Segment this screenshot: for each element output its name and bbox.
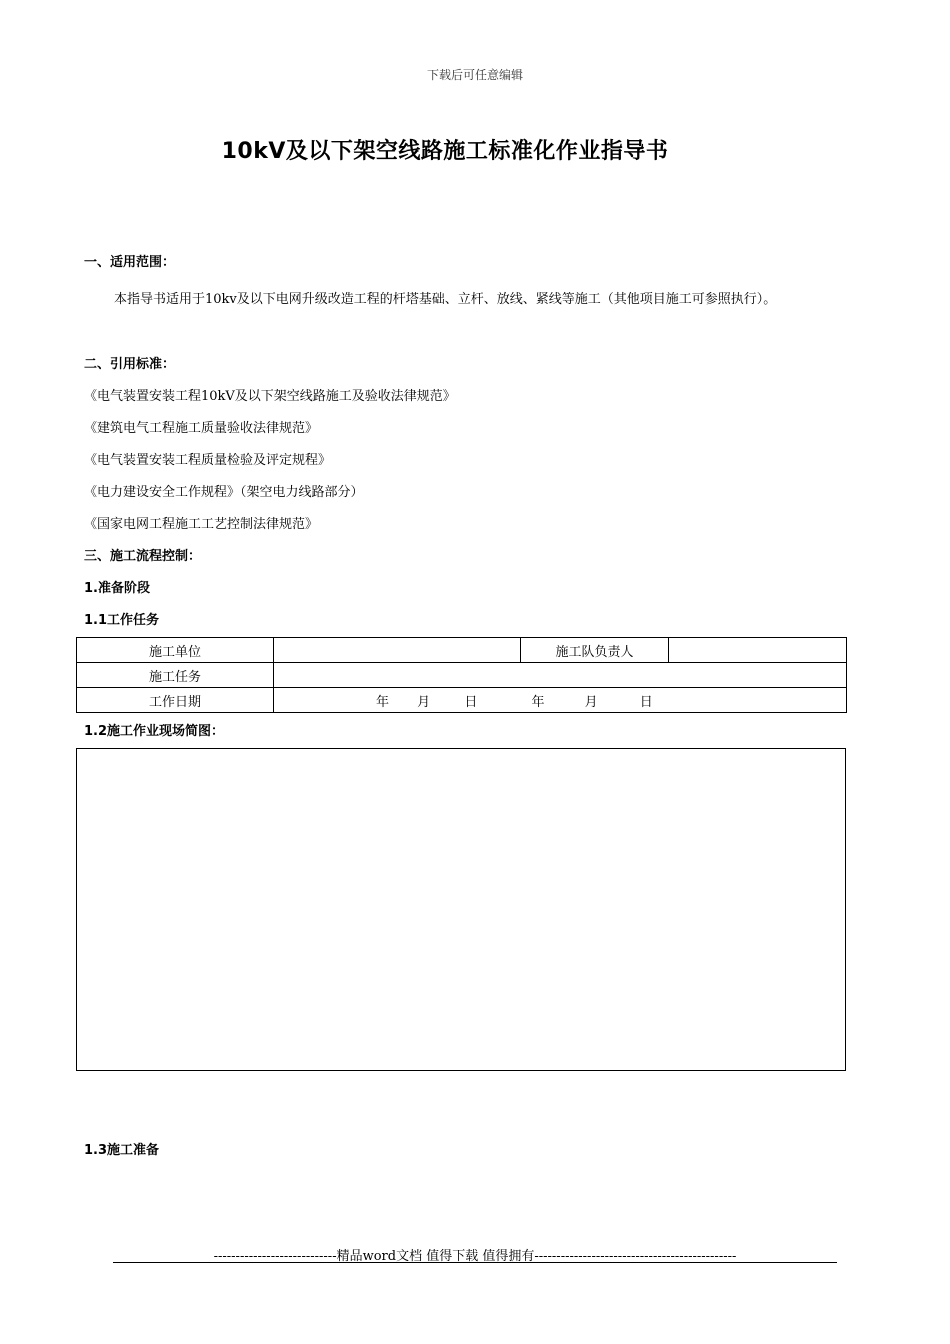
date-value-cell[interactable] [274, 688, 847, 713]
standard-item: 《建筑电气工程施工质量验收法律规范》 [84, 421, 319, 436]
work-task-table [76, 637, 847, 713]
table-row [77, 688, 847, 713]
stage-preparation-heading: 1.准备阶段 [84, 581, 150, 596]
work-task-heading: 1.1工作任务 [84, 613, 160, 628]
date-day-start: 日 [464, 694, 478, 710]
header-note: 下载后可任意编辑 [426, 68, 523, 82]
site-sketch-heading: 1.2施工作业现场简图： [84, 724, 225, 739]
table-row [77, 638, 847, 663]
date-year-end: 年 [531, 694, 545, 710]
section-scope-text: 本指导书适用于10kv及以下电网升级改造工程的杆塔基础、立杆、放线、紧线等施工（其他项目施工可参照执行）。 [114, 292, 777, 307]
date-label: 工作日期 [77, 688, 274, 713]
document-title: 10kV及以下架空线路施工标准化作业指导书 [221, 139, 669, 164]
task-label: 施工任务 [77, 663, 274, 688]
section-scope-heading: 一、适用范围： [84, 255, 176, 270]
date-month-end: 月 [584, 694, 598, 710]
table-row [77, 663, 847, 688]
construction-prep-heading: 1.3施工准备 [84, 1143, 160, 1158]
leader-value-cell[interactable] [669, 638, 847, 663]
task-value-cell[interactable] [274, 663, 847, 688]
standard-item: 《电力建设安全工作规程》（架空电力线路部分） [84, 485, 364, 500]
date-day-end: 日 [639, 694, 653, 710]
standard-item: 《电气装置安装工程质量检验及评定规程》 [84, 453, 332, 468]
standard-item: 《国家电网工程施工工艺控制法律规范》 [84, 517, 319, 532]
section-standards-heading: 二、引用标准： [84, 357, 176, 372]
date-month-start: 月 [417, 694, 431, 710]
site-sketch-box[interactable] [76, 748, 846, 1071]
unit-value-cell[interactable] [274, 638, 521, 663]
unit-label: 施工单位 [77, 638, 274, 663]
section-process-heading: 三、施工流程控制： [84, 549, 202, 564]
leader-label: 施工队负责人 [521, 638, 669, 663]
footer-divider [113, 1262, 837, 1263]
date-year-start: 年 [376, 694, 390, 710]
standard-item: 《电气装置安装工程10kV及以下架空线路施工及验收法律规范》 [84, 389, 456, 404]
footer-text: ----------------------------精品word文档 值得下载 值得拥有---------------------------------------------- [213, 1249, 737, 1264]
